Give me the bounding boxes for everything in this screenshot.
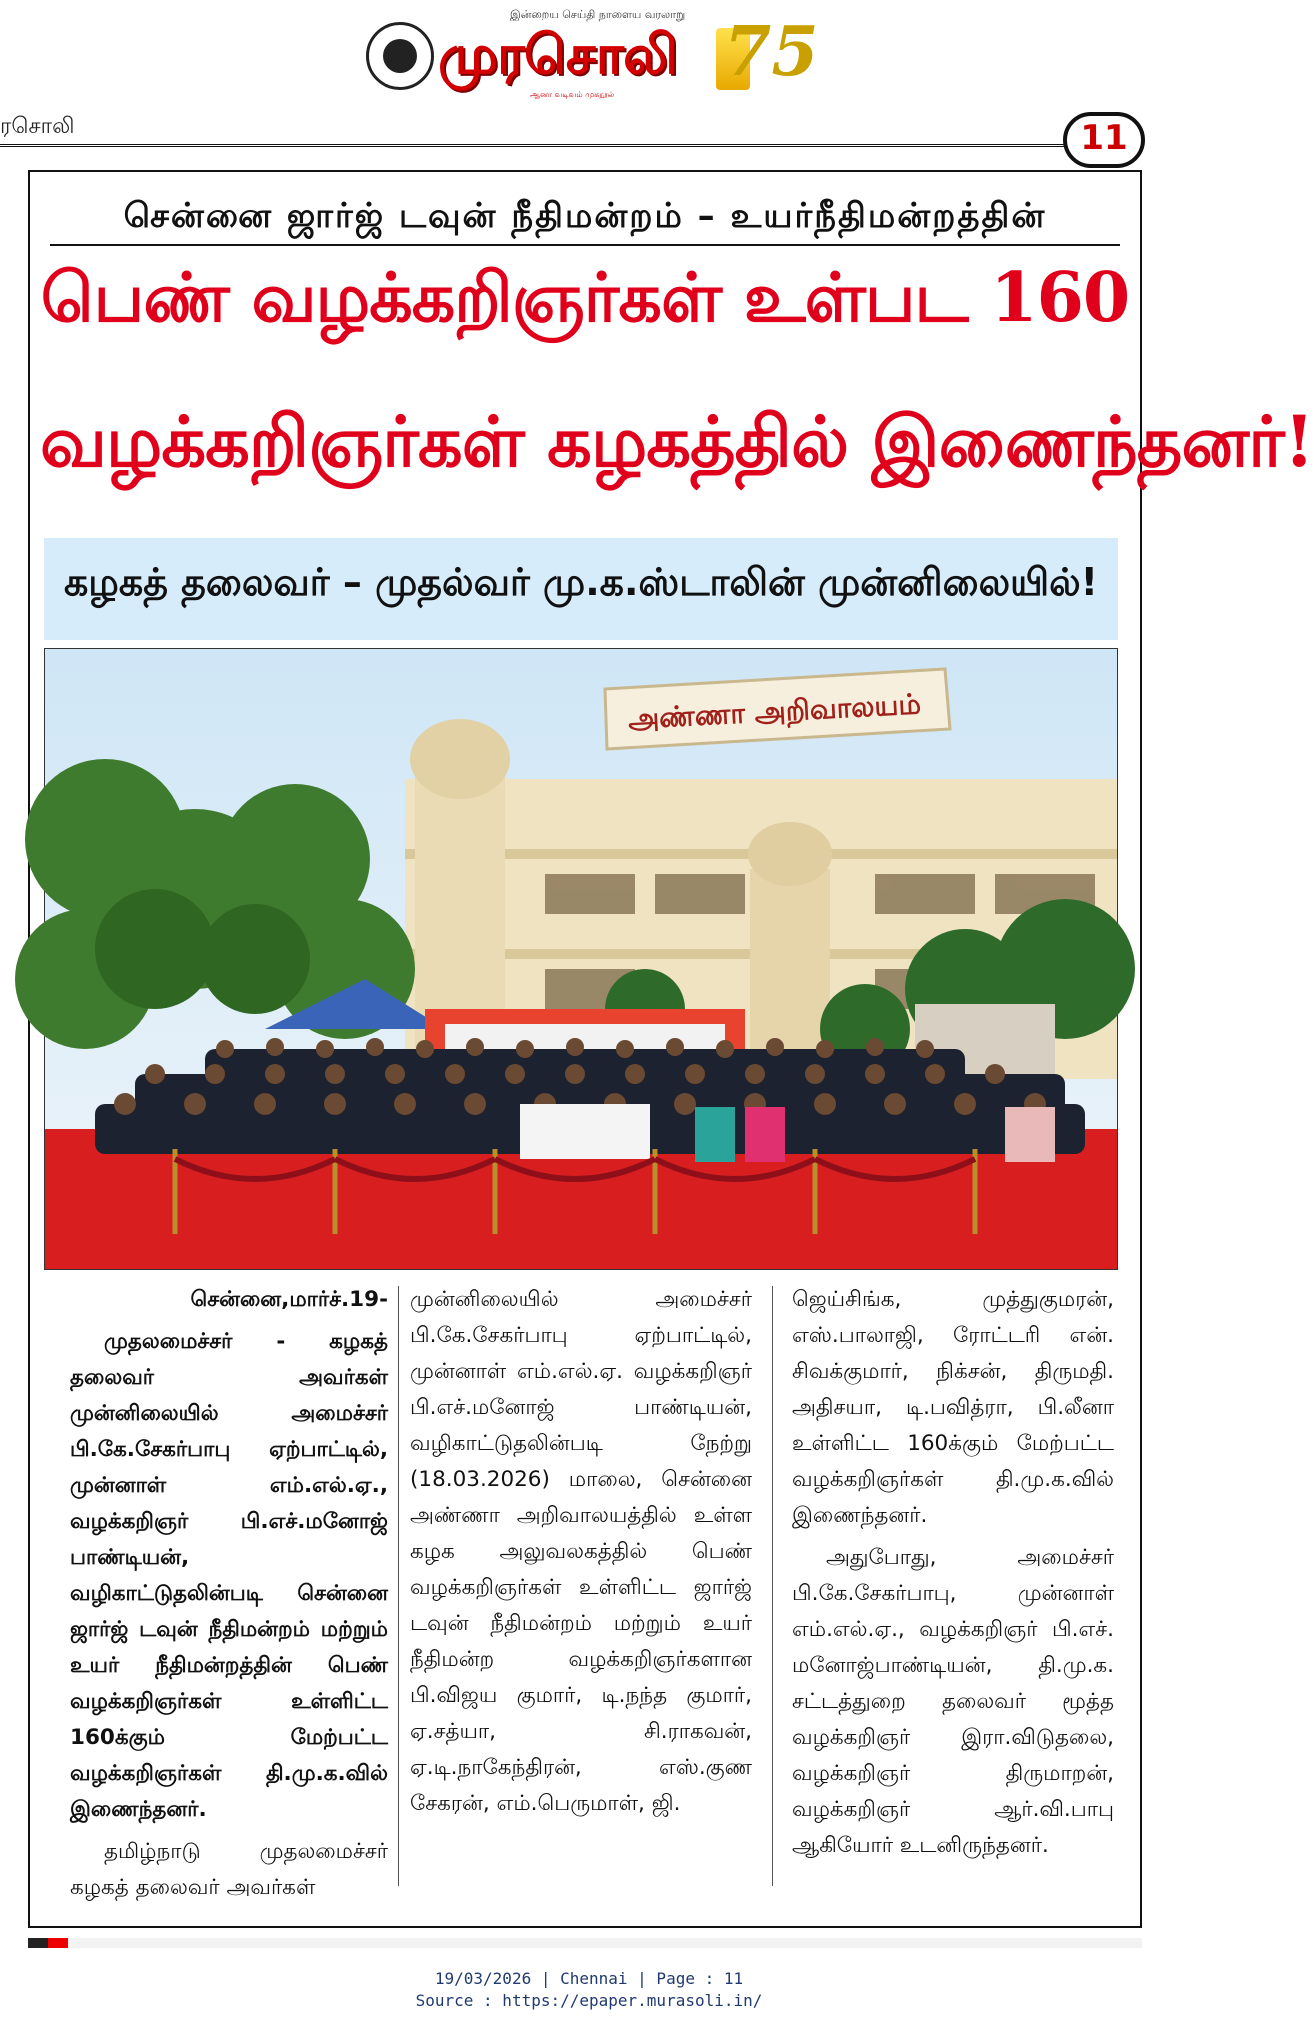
article-lead-paragraph: முதலமைச்சர் - கழகத் தலைவர் அவர்கள் முன்னிலையில் அமைச்சர் பி.கே.சேகர்பாபு ஏற்பாட்டில், முன்னாள் எம்.எல்.ஏ., வழக்கறிஞர் பி.எச்.மனோஜ் பாண்டியன், வழிகாட்டுதலின்படி சென்னை ஜார்ஜ் டவுன் நீதிமன்றம் மற்றும் உயர் நீதிமன்றத்தின் பெண் வழக்கறிஞர்கள் உள்ளிட்ட 160க்கும் மேற்பட்ட வழக்கறிஞர்கள் தி.மு.க.வில் இணைந்தனர். <box>70 1329 388 1822</box>
logo-subtext: ஆனா வடிவம் முகநூல் <box>530 90 615 99</box>
group-photo-illustration <box>45 649 1117 1269</box>
article-column-1 <box>70 1282 388 1912</box>
headline-line-2: வழக்கறிஞர்கள் கழகத்தில் இணைந்தனர்! <box>40 400 1314 483</box>
headline-line-1: பெண் வழக்கறிஞர்கள் உள்பட 160 <box>40 258 1130 338</box>
masthead-tagline: இன்றைய செய்தி நாளைய வரலாறு <box>510 8 686 21</box>
footer-date-page: 19/03/2026 | Chennai | Page : 11 <box>434 1969 744 1988</box>
footer-source-link[interactable]: Source : https://epaper.murasoli.in/ <box>415 1991 763 2010</box>
article-column-2 <box>410 1282 752 1828</box>
article-paragraph-2-middle: முன்னிலையில் அமைச்சர் பி.கே.சேகர்பாபு ஏற்பாட்டில், முன்னாள் எம்.எல்.ஏ. வழக்கறிஞர் பி.எச்.மனோஜ் பாண்டியன், வழிகாட்டுதலின்படி நேற்று (18.03.2026) மாலை, சென்னை அண்ணா அறிவாலயத்தில் உள்ள கழக அலுவலகத்தில் பெண் வழக்கறிஞர்கள் உள்ளிட்ட ஜார்ஜ் டவுன் நீதிமன்றம் மற்றும் உயர் நீதிமன்ற வழக்கறிஞர்களான பி.விஜய குமார், டி.நந்த குமார், ஏ.சத்யா, சி.ராகவன், ஏ.டி.நாகேந்திரன், எஸ்.குண சேகரன், எம்.பெருமாள், ஜி. <box>410 1287 752 1816</box>
article-kicker: சென்னை ஜார்ஜ் டவுன் நீதிமன்றம் – உயர்நீதிமன்றத்தின் <box>50 196 1120 246</box>
building-sign: அண்ணா அறிவாலயம் <box>627 687 922 736</box>
page-header-strip <box>0 112 1140 147</box>
page-number-badge: 11 <box>1063 112 1145 168</box>
article-dateline: சென்னை,மார்ச்.19- <box>190 1287 388 1312</box>
masthead <box>360 8 820 108</box>
article-column-3 <box>792 1282 1114 1870</box>
article-paragraph-2-start: தமிழ்நாடு முதலமைச்சர் கழகத் தலைவர் அவர்கள் <box>70 1839 388 1900</box>
paper-name-strip: ரசொலி <box>0 114 75 139</box>
party-seal-icon <box>366 22 434 90</box>
anniversary-mark: 75 <box>724 12 819 92</box>
column-divider <box>772 1286 773 1886</box>
article-paragraph-3: அதுபோது, அமைச்சர் பி.கே.சேகர்பாபு, முன்னாள் எம்.எல்.ஏ., வழக்கறிஞர் பி.எச். மனோஜ்பாண்டியன், தி.மு.க. சட்டத்துறை தலைவர் மூத்த வழக்கறிஞர் இரா.விடுதலை, வழக்கறிஞர் திருமாறன், வழக்கறிஞர் ஆர்.வி.பாபு ஆகியோர் உடனிருந்தனர். <box>792 1545 1114 1858</box>
article-subhead: கழகத் தலைவர் – முதல்வர் மு.க.ஸ்டாலின் முன்னிலையில்! <box>64 560 1098 604</box>
group-photo <box>44 648 1118 1270</box>
newspaper-logo: முரசொலி <box>438 22 677 86</box>
article-paragraph-2-end: ஜெய்சிங்க, முத்துகுமரன், எஸ்.பாலாஜி, ரோட்டரி என். சிவக்குமார், நிக்சன், திருமதி. அதிசயா, டி.பவித்ரா, பி.லீனா உள்ளிட்ட 160க்கும் மேற்பட்ட வழக்கறிஞர்கள் தி.மு.க.வில் இணைந்தனர். <box>792 1287 1114 1528</box>
page-footer <box>0 1968 1178 2012</box>
column-divider <box>398 1286 399 1886</box>
footer-rule <box>28 1938 1142 1948</box>
